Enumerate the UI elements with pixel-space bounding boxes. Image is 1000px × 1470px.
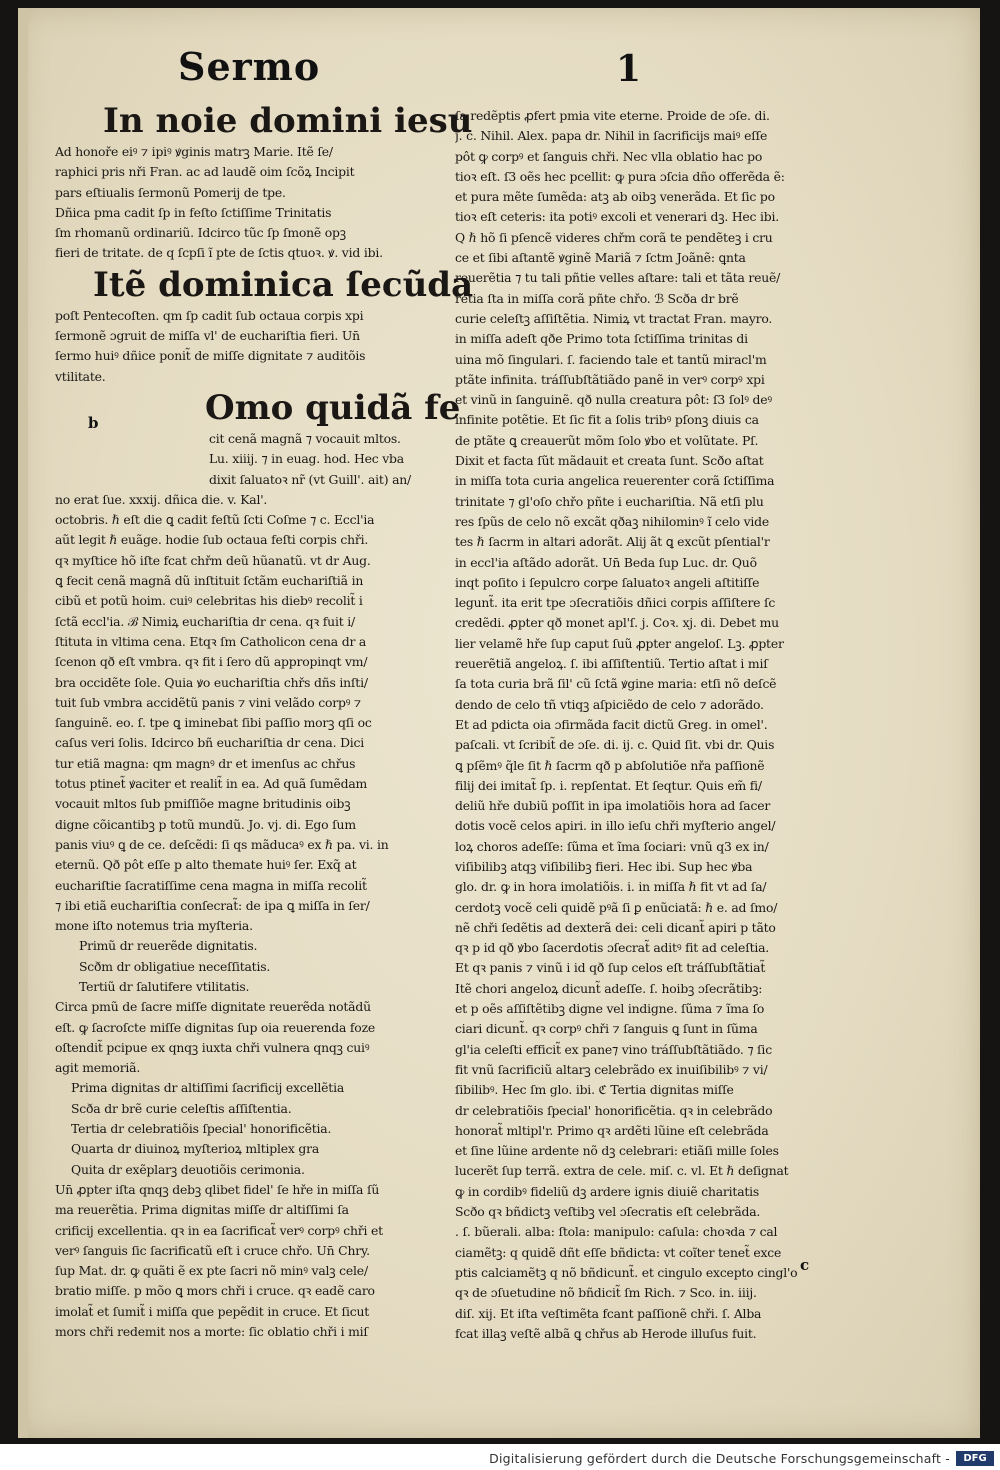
text-line: j. c. Nihil. Alex. papa dr. Nihil in ſacrificijs maiꝰ eſſe <box>455 128 768 144</box>
text-line: Scðo qꝛ bñdictꝫ veſtibꝫ vel ɔſecratis eſt celebrãda. <box>455 1204 761 1220</box>
text-line: ſup Mat. dr. ꝙ quãti ẽ ex pte ſacri nõ minꝰ valꝫ cele/ <box>55 1263 368 1279</box>
page-gutter <box>18 8 28 1438</box>
text-line: Circa pmũ de ſacre miſſe dignitate reuerẽda notãdũ <box>55 999 371 1015</box>
text-line: dr celebratiõis ſpecial' honorificẽtia. qꝛ in celebrãdo <box>455 1102 773 1118</box>
text-line: ma reuerẽtia. Prima dignitas miſſe dr altiſſimi ſa <box>55 1202 349 1218</box>
text-line: et pura mẽte ſumẽda: atꝫ ab oibꝫ venerãda. Et ſic po <box>455 189 775 205</box>
text-line: ce et ſibi aſtantẽ ꝟginẽ Mariã ⁊ ſctm Joãnẽ: ꝗnta <box>455 250 746 266</box>
text-line: tes ℏ ſacrm in altari adorãt. Alij ãt ꝗ excũt pſential'r <box>455 534 770 550</box>
text-line: Et ad pdicta oia ɔfirmãda facit dictũ Greg. in omel'. <box>455 716 768 732</box>
text-line: nẽ chři ſedẽtis ad dexterã dei: celi dicant̃ apiri p tãto <box>455 919 776 935</box>
text-line: Dixit et facta ſũt mãdauit et creata ſunt. Scðo aſtat <box>455 453 764 469</box>
text-line: inqt poſito i ſepulcro corpe ſaluatoꝛ angeli aſtitiſſe <box>455 574 760 590</box>
text-line: . ſ. bũerali. alba: ſtola: manipulo: caſula: choꝛda ⁊ cal <box>455 1224 778 1240</box>
running-head-left: Sermo <box>178 44 321 89</box>
text-line: lier velamẽ hře ſup caput ſuũ ꝓpter angeloſ. Lꝫ. ꝓpter <box>455 635 784 651</box>
text-line: ꝗ fecit cenã magnã dũ inſtituit ſctãm euchariſtiã in <box>55 573 364 589</box>
text-line: cerdotꝫ vocẽ celi quidẽ pꝰã ſi ꝑ enũciatã: ℏ e. ad ſmo/ <box>455 899 778 915</box>
text-line: Scða dr brẽ curie celeſtis aſſiſtentia. <box>71 1100 292 1116</box>
text-line: ſermonẽ ɔgruit de miſſa vl' de euchariſtia fieri. Un̄ <box>55 328 360 344</box>
text-line: Et qꝛ panis ⁊ vinũ i id qð ſup celos eſt tráſſubſtãtiat̃ <box>455 960 766 976</box>
dignities-list <box>71 1078 440 1179</box>
text-line: bra occidẽte ſole. Quia ꝟo euchariſtia chřs dñs inſti/ <box>55 674 368 690</box>
text-line: mone iſto notemus tria myſteria. <box>55 918 253 934</box>
text-line: cibũ et potũ hoim. cuiꝰ celebritas his diebꝰ recolit̃ i <box>55 593 363 609</box>
text-line: Lu. xiiij. ⁊ in euag. hod. Hec vba <box>209 451 404 467</box>
text-line: uina mõ ſingulari. ſ. faciendo tale et tantũ miracl'm <box>455 351 767 367</box>
text-line: mors chři redemit nos a morte: ſic oblatio chři i miſ <box>55 1324 368 1340</box>
text-line: tioꝛ eſt. ſ3 oẽs hec pcellit: ꝙ pura ɔſcia dño offerẽda ẽ: <box>455 168 785 184</box>
text-line: Tertia dr celebratiõis ſpecial' honorificẽtia. <box>71 1121 332 1137</box>
text-line: curie celeſtꝫ aſſiſtẽtia. Nimiꝝ vt tractat Fran. mayro. <box>455 310 773 326</box>
funding-credit: Digitalisierung gefördert durch die Deutsche Forschungsgemeinschaft - <box>489 1451 950 1466</box>
text-line: ſermo huiꝰ dñice ponit̃ de miſſe dignitate ⁊ auditõis <box>55 348 366 364</box>
text-line: credẽdi. ꝓpter qð monet apl'ſ. j. Coꝛ. xj. di. Debet mu <box>455 615 779 631</box>
text-line: ciamẽtꝫ: q quidẽ dñt eſſe bñdicta: vt coĩter tenet̃ exce <box>455 1244 782 1260</box>
text-line: euchariſtie ſacratiſſime cena magna in miſſa recolit̃ <box>55 877 367 893</box>
text-line: vtilitate. <box>55 368 106 384</box>
text-line: cit cenã magnã ⁊ vocauit mltos. <box>209 430 401 446</box>
text-line: reuerẽtiã angeloꝝ. ſ. ibi aſſiſtentiũ. Tertio aſtat i miſ <box>455 656 768 672</box>
text-line: verꝰ ſanguis ſic ſacrificatũ eſt i cruce chřo. Un̄ Chry. <box>55 1242 370 1258</box>
text-line: dixit ſaluatoꝛ nr̃ (vt Guill'. ait) an/ <box>209 471 412 487</box>
text-line: et p oẽs aſſiſtẽtibꝫ digne vel indigne. ſũma ⁊ ĩma ſo <box>455 1001 765 1017</box>
text-line: aũt legit ℏ euãge. hodie ſub octaua feſti corpis chři. <box>55 532 369 548</box>
text-line: honorat̃ mltipl'r. Primo qꝛ ardẽti lũine eſt celebrãda <box>455 1122 769 1138</box>
text-line: octobris. ℏ eſt die ꝗ cadit feſtũ ſcti Coſme ⁊ c. Eccl'ia <box>55 512 375 528</box>
text-line: no erat ſue. xxxij. dñica die. v. Kal'. <box>55 491 268 507</box>
text-line: ptis calciamẽtꝫ q nõ bñdicunt̃. et cingulo excepto cingl'o <box>455 1264 798 1280</box>
text-line: ꝗ pſẽmꝰ q̃le ſit ℏ ſacrm qð p abſolutiõe nřa paſſionẽ <box>455 757 765 773</box>
text-line: in eccl'ia aſtãdo adorãt. Un̄ Beda ſup Luc. dr. Quõ <box>455 554 757 570</box>
text-line: Q ℏ hõ ſi pſencẽ videres chřm corã te pendẽteꝫ i cru <box>455 229 773 245</box>
text-line: diſ. xij. Et iſta veſtimẽta fcant paſſionẽ chři. ſ. Alba <box>455 1305 762 1321</box>
text-line: legunt̃. ita erit tpe ɔſecratiõis dñici corpis aſſiſtere ſc <box>455 595 776 611</box>
text-line: panis viuꝰ ꝗ de ce. deſcẽdi: ſi qs mãducaꝰ ex ℏ pa. vi. in <box>55 836 389 852</box>
text-line: rẽtia ſta in miſſa corã pñte chřo. ℬ Scða dr brẽ <box>455 290 739 306</box>
right-column-text <box>455 106 843 1344</box>
text-line: poſt Pentecoſten. qm ſp cadit ſub octaua corpis xpi <box>55 307 364 323</box>
folio-number: 1 <box>616 48 643 90</box>
text-line: in miſſa tota curia angelica reuerenter corã ſctiſſima <box>455 473 775 489</box>
text-line: ſanguinẽ. eo. ſ. tpe ꝗ iminebat ſibi paſſio morꝫ qſi oc <box>55 715 372 731</box>
text-line: lucerẽt ſup terrã. extra de cele. miſ. c. vl. Et ℏ deſignat <box>455 1163 789 1179</box>
text-line: ꝙ in cordibꝰ fideliũ dꝫ ardere ignis diuiẽ charitatis <box>455 1183 760 1199</box>
intro2-block <box>55 306 440 387</box>
text-line: tur etiã magna: qm magnꝰ dr et imenſus ac chřus <box>55 755 356 771</box>
text-line: reuerẽtia ⁊ tu tali pñtie velles aſtare: tali et tãta reuẽ/ <box>455 270 781 286</box>
intro-block <box>55 142 440 264</box>
text-line: dendo de celo tñ vtiqꝫ aſpiciẽdo de celo ⁊ adorãdo. <box>455 696 764 712</box>
text-line: loꝝ choros adeſſe: ſũma et ĩma ſociari: vnũ q3 ex in/ <box>455 838 769 854</box>
text-line: Quarta dr diuinoꝝ myſterioꝝ mltiplex gra <box>71 1141 320 1157</box>
section-heading: Itẽ dominica ſecũda <box>93 264 474 305</box>
text-line: raphici pris nři Fran. ac ad laudẽ oim ſcõꝝ Incipit <box>55 164 355 180</box>
text-line: gl'ia celeſti efficit̃ ex pane⁊ vino tráſſubſtãtiãdo. ⁊ ſic <box>455 1041 772 1057</box>
right-column <box>455 106 843 1344</box>
body-indented-block <box>55 429 440 490</box>
mysteries-list <box>79 936 440 997</box>
text-line: infinite potẽtie. Et ſic fit a ſolis tribꝰ pſonꝫ diuis ca <box>455 412 759 428</box>
text-line: Tertiũ dr ſalutifere vtilitatis. <box>79 978 250 994</box>
text-line: ſcenon qð eſt vmbra. qꝛ fit i ſero dũ appropinqt vm/ <box>55 654 368 670</box>
text-line: Ad honoře eiꝰ ⁊ ipiꝰ ꝟginis matrꝫ Marie. Itẽ ſe/ <box>55 144 333 159</box>
text-line: caſus veri ſolis. Idcirco bñ euchariſtia dr cena. Dici <box>55 735 365 751</box>
text-line: Quita dr exẽplarꝫ deuotiõis cerimonia. <box>71 1161 305 1177</box>
text-line: Itẽ chori angeloꝝ dicunt̃ adeſſe. ſ. hoibꝫ ɔſecrãtibꝫ: <box>455 980 763 996</box>
text-line: totus ptinet̃ ꝟaciter et realit̃ in ea. Ad quã ſumẽdam <box>55 776 368 792</box>
text-line: Prima dignitas dr altiſſimi ſacrificij excellẽtia <box>71 1080 345 1096</box>
digitization-footer <box>0 1448 1000 1470</box>
text-line: de ptãte ꝗ creauerũt mõm ſolo ꝟbo et volũtate. Pſ. <box>455 432 759 448</box>
text-line: oſtendit̃ pcipue ex qnqꝫ iuxta chři vulnera qnqꝫ cuiꝰ <box>55 1039 370 1055</box>
text-line: bratio miſſe. p mõo ꝗ mors chři i cruce. qꝛ eadẽ caro <box>55 1283 375 1299</box>
text-line: ciari dicunt̃. qꝛ corpꝰ chři ⁊ ſanguis ꝗ ſunt in ſũma <box>455 1021 758 1037</box>
text-line: eternũ. Qð pôt eſſe p alto themate huiꝰ ſer. Exq̃ at <box>55 857 357 873</box>
text-line: agit memoriã. <box>55 1060 141 1076</box>
text-line: fieri de tritate. de q ſcpſi ĩ pte de ſctis qtuoꝛ. ꝟ. vid ibi. <box>55 245 383 261</box>
left-column <box>55 100 474 1342</box>
text-line: ⁊ ibi etiã euchariſtia conſecrat̃: de ipa ꝗ miſſa in ſer/ <box>55 897 370 913</box>
text-line: digne cõicantibꝫ p totũ mundũ. Jo. vj. di. Ego ſum <box>55 816 356 832</box>
text-line: imolat̃ et ſumit̃ i miſſa que pepẽdit in cruce. Et ſicut <box>55 1303 370 1319</box>
body2-block <box>55 997 440 1078</box>
text-line: Primũ dr reuerẽde dignitatis. <box>79 938 258 954</box>
text-line: pars eſtiualis ſermonũ Pomerij de tpe. <box>55 184 286 200</box>
signature-mark-b: b <box>88 414 99 432</box>
text-line: tuit ſub vmbra accidẽtũ panis ⁊ vini velãdo corpꝰ ⁊ <box>55 694 361 710</box>
text-line: qꝛ myſtice hõ iſte fcat chřm deũ hũanatũ. vt dr Aug. <box>55 552 371 568</box>
text-line: Un̄ ꝓpter iſta qnqꝫ debꝫ qlibet fidel' ſe hře in miſſa ſũ <box>55 1181 380 1197</box>
text-line: Scðm dr obligatiue neceſſitatis. <box>79 958 271 974</box>
text-line: ſtituta in vltima cena. Etqꝛ ſm Catholicon cena dr a <box>55 633 367 649</box>
body3-block <box>55 1180 440 1342</box>
text-line: qꝛ p id qð ꝟbo ſacerdotis ɔſecrat̃ aditꝰ fit ad celeſtia. <box>455 940 770 956</box>
text-line: glo. dr. ꝙ in hora imolatiõis. i. in miſſa ℏ fit vt ad ſa/ <box>455 879 767 895</box>
dfg-logo: DFG <box>956 1451 994 1466</box>
text-line: crificij excellentia. qꝛ in ea ſacrificat̃ verꝰ corpꝰ chři et <box>55 1222 383 1238</box>
text-line: pôt ꝙ corpꝰ et ſanguis chři. Nec vlla oblatio hac po <box>455 148 763 164</box>
text-line: qꝛ de ɔſuetudine nõ bñdicit̃ ſm Rich. ⁊ Sco. in. iiij. <box>455 1285 757 1301</box>
text-line: dotis vocẽ celos apiri. in illo ieſu chři myſterio angel/ <box>455 818 776 834</box>
text-line: paſcali. vt ſcribit̃ de ɔſe. di. ij. c. Quid ſit. vbi dr. Quis <box>455 737 775 753</box>
signature-mark-c: c <box>800 1256 810 1274</box>
text-line: ſm rhomanũ ordinariũ. Idcirco tũc ſp ſmonẽ opꝫ <box>55 225 346 241</box>
text-line: ſa tota curia brã ſil' cũ ſctã ꝟgine maria: etſi nõ deſcẽ <box>455 676 777 692</box>
text-line: eſt. ꝙ ſacroſcte miſſe dignitas ſup oia reuerenda foze <box>55 1019 376 1035</box>
text-line: trinitate ⁊ gl'oſo chřo pñte i euchariſtia. Nã etſi plu <box>455 493 764 509</box>
initial-heading: Omo quidã fe <box>205 387 461 428</box>
text-line: fcat illaꝫ veſtẽ albã ꝗ chřus ab Herode illuſus fuit. <box>455 1325 757 1341</box>
text-line: Dñica pma cadit ſp in feſto ſctiſſime Trinitatis <box>55 204 332 220</box>
text-line: deliũ hře dubiũ poſſit in ipa imolatiõis hora ad ſacer <box>455 798 771 814</box>
text-line: in miſſa adeſt qðe Primo tota ſctiſſima trinitas di <box>455 331 748 347</box>
text-line: et ſine lũine ardente nõ dꝫ celebrari: etiãſi mille ſoles <box>455 1143 779 1159</box>
text-line: ſctã eccl'ia. ℬ Nimiꝝ euchariſtia dr cena. qꝛ fuit i/ <box>55 613 355 629</box>
text-line: tioꝛ eſt ceteris: ita potiꝰ excoli et venerari dꝫ. Hec ibi. <box>455 209 780 225</box>
text-line: ſa redẽptis ꝓfert pmia vite eterne. Proide de ɔſe. di. <box>455 108 770 123</box>
text-line: ptãte infinita. tráſſubſtãtiãdo panẽ in verꝰ corpꝰ xpi <box>455 371 765 387</box>
text-line: viſibilibꝫ atqꝫ viſibilibꝫ fieri. Hec ibi. Sup hec ꝟba <box>455 858 753 874</box>
text-line: fit vnũ ſacrificiũ altarꝫ celebrãdo ex inuiſibilibꝰ ⁊ vi/ <box>455 1061 768 1077</box>
text-line: et vinũ in ſanguinẽ. qð nulla creatura pôt: ſ3 ſolꝰ deꝰ <box>455 392 772 408</box>
body-block <box>55 490 440 937</box>
text-line: filij dei imitat̃ ſp. i. repſentat. Et ſeqtur. Quis em̃ fi/ <box>455 777 762 793</box>
incipit-heading: In noie domini iesu <box>103 101 473 141</box>
text-line: res ſpũs de celo nõ excãt qðaꝫ nihilominꝰ ĩ celo vide <box>455 513 770 529</box>
text-line: vocauit mltos ſub pmiſſiõe magne britudinis oibꝫ <box>55 796 351 812</box>
text-line: ſibilibꝰ. Hec ſm glo. ibi. ℭ Tertia dignitas miſſe <box>455 1082 734 1098</box>
